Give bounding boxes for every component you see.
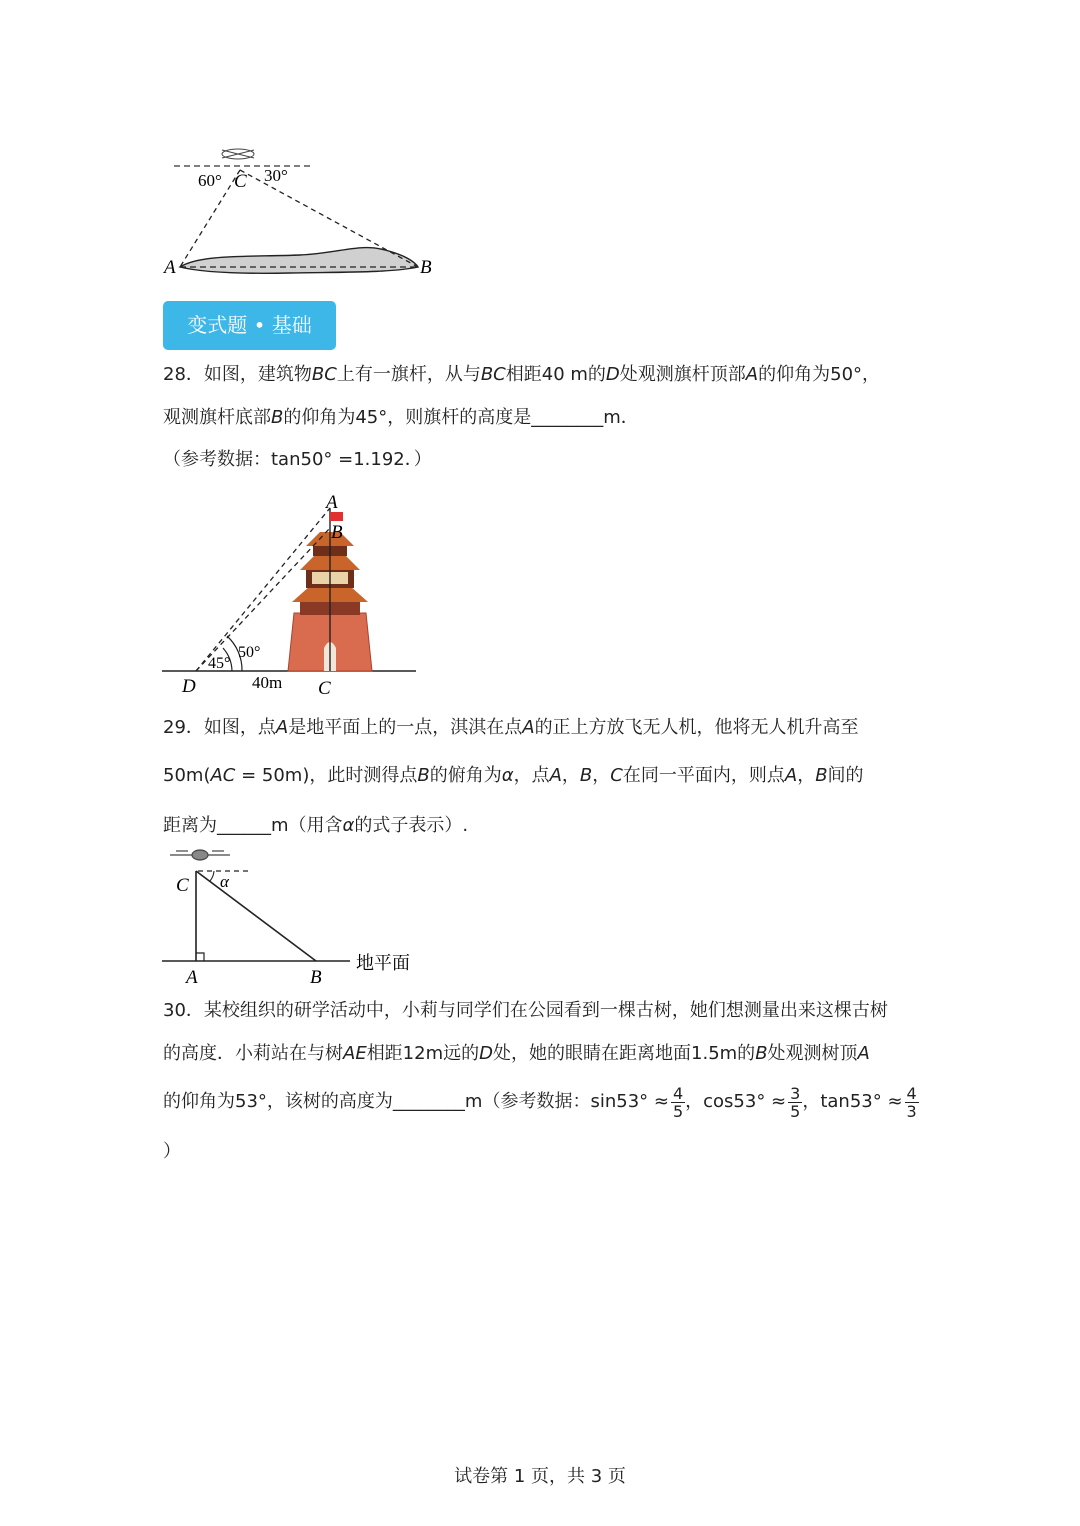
q29-text: 如图，点 (203, 717, 276, 738)
q29-a: A (784, 765, 798, 786)
q29-b: B (417, 765, 430, 786)
q29-text: 50m( (163, 765, 211, 786)
q28-number: 28． (163, 364, 204, 385)
q29-text: ， (592, 765, 611, 786)
q28-text: 如图，建筑物 (203, 364, 312, 385)
q29-text: 是地平面上的一点，淇淇在点 (288, 717, 523, 738)
label-c: C (176, 875, 189, 896)
fraction-numerator: 4 (906, 1083, 917, 1103)
q29-text: 的俯角为 (429, 765, 502, 786)
page-footer: 试卷第 1 页，共 3 页 (454, 1466, 626, 1487)
q29-a: A (549, 765, 562, 786)
lake-shape (180, 248, 418, 274)
q28-answer-blank[interactable]: ________ (531, 407, 604, 428)
q30-line3 (163, 1082, 919, 1122)
q30-text: 处观测树顶 (767, 1043, 858, 1064)
q30-text: 相距12m远的 (366, 1043, 480, 1064)
fraction-denominator: 5 (672, 1101, 684, 1121)
figure-drone-triangle (160, 843, 430, 993)
label-angle-50: 50° (238, 644, 261, 661)
fraction-sin (671, 1085, 685, 1120)
q28-text: m． (603, 407, 639, 428)
fraction-tan (905, 1085, 919, 1120)
drone-icon (222, 149, 254, 159)
q30-ae: AE (343, 1043, 367, 1064)
flag-icon (330, 512, 343, 521)
q29-text: m（用含 (271, 815, 343, 836)
q29-text: 距离为 (163, 815, 217, 836)
label-a: A (326, 492, 338, 513)
q28-text: 的仰角为45°，则旗杆的高度是 (283, 407, 532, 428)
drone-icon (170, 850, 230, 860)
q29-alpha: α (501, 765, 514, 786)
fraction-denominator: 3 (906, 1101, 917, 1121)
label-c: C (318, 678, 331, 699)
q28-text: 上有一旗杆，从与 (336, 364, 481, 385)
label-a: A (164, 257, 176, 278)
q30-answer-blank[interactable]: ________ (392, 1091, 465, 1112)
q29-text: 的正上方放飞无人机，他将无人机升高至 (534, 717, 859, 738)
q29-text: ， (561, 765, 580, 786)
segment-cb (196, 871, 316, 961)
q30-cos: ，cos53° ≈ (685, 1091, 787, 1112)
q29-a: A (275, 717, 289, 738)
q29-line3 (163, 814, 468, 838)
q29-text: ，点 (513, 765, 550, 786)
q30-line2 (163, 1042, 870, 1066)
q29-text: 间的 (827, 765, 864, 786)
label-b: B (331, 522, 343, 543)
q28-line1 (163, 363, 880, 387)
label-distance: 40m (252, 673, 283, 692)
q30-number: 30． (163, 1000, 204, 1021)
q28-text: 的仰角为50°， (758, 364, 881, 385)
label-angle-45: 45° (208, 655, 231, 672)
label-angle-60: 60° (198, 171, 222, 190)
q30-d: D (479, 1043, 494, 1064)
q28-bc: BC (311, 364, 337, 385)
label-b: B (420, 257, 432, 278)
q28-b: B (271, 407, 284, 428)
q28-a: A (745, 364, 759, 385)
q30-text: m（参考数据： (464, 1091, 591, 1112)
q29-text: = 50m)，此时测得点 (235, 765, 418, 786)
q29-ac: AC (210, 765, 236, 786)
q29-b: B (579, 765, 593, 786)
q30-text: 处，她的眼睛在距离地面1.5m的 (493, 1043, 756, 1064)
fraction-numerator: 3 (790, 1083, 801, 1103)
label-alpha: α (220, 872, 229, 891)
q28-bc: BC (480, 364, 506, 385)
q30-line1 (163, 999, 888, 1023)
fraction-denominator: 5 (790, 1101, 801, 1121)
q29-number: 29． (163, 717, 204, 738)
q29-text: ， (797, 765, 816, 786)
label-angle-30: 30° (264, 166, 288, 185)
q28-text: 观测旗杆底部 (163, 407, 271, 428)
label-d: D (182, 676, 196, 697)
figure-tower (160, 488, 430, 700)
right-angle-mark (196, 953, 204, 961)
q29-text: 的式子表示）. (354, 815, 469, 836)
q30-text: 某校组织的研学活动中，小莉与同学们在公园看到一棵古树，她们想测量出来这棵古树 (203, 1000, 888, 1021)
label-b: B (310, 967, 322, 988)
q29-b: B (815, 765, 828, 786)
label-ground: 地平面 (356, 953, 410, 973)
q29-c: C (610, 765, 623, 786)
fraction-numerator: 4 (672, 1083, 684, 1103)
q28-text: 处观测旗杆顶部 (619, 364, 746, 385)
q29-answer-blank[interactable]: ______ (217, 815, 271, 836)
label-c: C (234, 171, 247, 192)
q30-b: B (755, 1043, 768, 1064)
angle-arc-alpha (210, 871, 214, 881)
q30-text: 的仰角为53°，该树的高度为 (163, 1091, 393, 1112)
q29-text: 在同一平面内，则点 (622, 765, 785, 786)
q30-a: A (857, 1043, 870, 1064)
q29-line2 (163, 764, 864, 788)
q29-line1 (163, 716, 859, 740)
figure-drone-lake (160, 140, 450, 290)
q28-reference: （参考数据：tan50° =1.192．） (163, 449, 432, 470)
label-a: A (186, 967, 198, 988)
q28-d: D (605, 364, 620, 385)
q28-line2 (163, 406, 639, 430)
q28-text: 相距40 m的 (505, 364, 606, 385)
fraction-cos (788, 1085, 802, 1120)
q30-closing-paren: ） (163, 1141, 181, 1162)
q30-text: 的高度．小莉站在与树 (163, 1043, 343, 1064)
q30-tan: ，tan53° ≈ (802, 1091, 903, 1112)
q29-a: A (522, 717, 535, 738)
variant-badge: 变式题 • 基础 (163, 301, 336, 350)
q29-alpha: α (342, 815, 355, 836)
q30-sin: sin53° ≈ (590, 1091, 669, 1112)
